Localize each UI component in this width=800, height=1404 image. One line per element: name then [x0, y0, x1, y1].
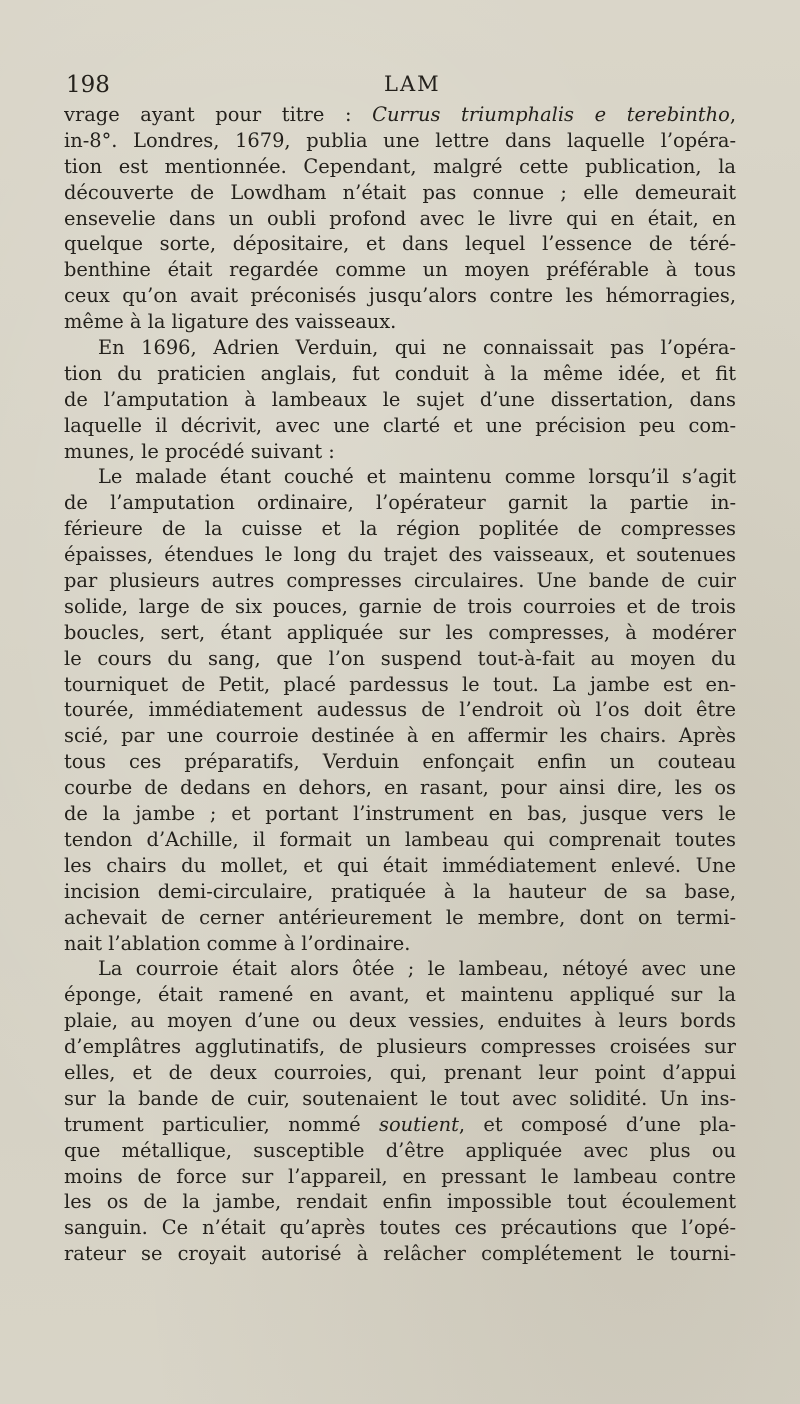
- text-line: trument particulier, nommé soutient, et composé d’une pla-: [64, 1112, 736, 1136]
- text-line: scié, par une courroie destinée à en affermir les chairs. Après: [64, 724, 736, 748]
- text-line: tion du praticien anglais, fut conduit à la même idée, et fit: [64, 361, 736, 385]
- text-line: tous ces préparatifs, Verduin enfonçait enfin un couteau: [64, 750, 736, 774]
- page-number: 198: [66, 72, 110, 98]
- text-line: La courroie était alors ôtée ; le lambeau, nétoyé avec une: [98, 957, 736, 981]
- text-line: elles, et de deux courroies, qui, prenant leur point d’appui: [64, 1060, 736, 1084]
- text-line: laquelle il décrivit, avec une clarté et une précision peu com-: [64, 413, 736, 437]
- text-line: vrage ayant pour titre : Currus triumphalis e terebintho,: [64, 103, 736, 126]
- text-line: boucles, sert, étant appliquée sur les compresses, à modérer: [64, 620, 736, 644]
- text-line: moins de force sur l’appareil, en pressant le lambeau contre: [64, 1164, 736, 1188]
- text-line: même à la ligature des vaisseaux.: [64, 310, 397, 334]
- text-line: En 1696, Adrien Verduin, qui ne connaissait pas l’opéra-: [98, 336, 736, 360]
- page-header: [66, 72, 736, 100]
- italic-term: soutient: [379, 1112, 459, 1136]
- text-line: tourée, immédiatement audessus de l’endroit où l’os doit être: [64, 698, 736, 722]
- text-line: sanguin. Ce n’était qu’après toutes ces précautions que l’opé-: [64, 1216, 736, 1240]
- text-line: de l’amputation ordinaire, l’opérateur garnit la partie in-: [64, 491, 736, 515]
- text-line: éponge, était ramené en avant, et maintenu appliqué sur la: [64, 983, 736, 1007]
- text-line: épaisses, étendues le long du trajet des vaisseaux, et soutenues: [64, 543, 736, 567]
- text-line: rateur se croyait autorisé à relâcher complétement le tourni-: [64, 1242, 736, 1266]
- text-line: de la jambe ; et portant l’instrument en bas, jusque vers le: [64, 802, 736, 826]
- text-line: sur la bande de cuir, soutenaient le tout avec solidité. Un ins-: [64, 1086, 736, 1110]
- text-line: d’emplâtres agglutinatifs, de plusieurs compresses croisées sur: [64, 1035, 736, 1059]
- text-line: solide, large de six pouces, garnie de trois courroies et de trois: [64, 594, 736, 618]
- body-text: [64, 102, 736, 1267]
- text-line: courbe de dedans en dehors, en rasant, pour ainsi dire, les os: [64, 776, 736, 800]
- text-line: les chairs du mollet, et qui était immédiatement enlevé. Une: [64, 853, 736, 877]
- text-line: le cours du sang, que l’on suspend tout-à-fait au moyen du: [64, 646, 736, 670]
- text-line: plaie, au moyen d’une ou deux vessies, enduites à leurs bords: [64, 1009, 736, 1033]
- text-line: que métallique, susceptible d’être appliquée avec plus ou: [64, 1138, 736, 1162]
- text-line: quelque sorte, dépositaire, et dans lequel l’essence de téré-: [64, 232, 736, 256]
- text-line: Le malade étant couché et maintenu comme lorsqu’il s’agit: [98, 465, 736, 489]
- text-line: les os de la jambe, rendait enfin impossible tout écoulement: [64, 1190, 736, 1214]
- text-line: tendon d’Achille, il formait un lambeau qui comprenait toutes: [64, 827, 736, 851]
- text-line: de l’amputation à lambeaux le sujet d’une dissertation, dans: [64, 387, 736, 411]
- text-line: munes, le procédé suivant :: [64, 439, 335, 463]
- text-line: par plusieurs autres compresses circulaires. Une bande de cuir: [64, 569, 736, 593]
- running-head: LAM: [384, 72, 441, 96]
- text-line: benthine était regardée comme un moyen préférable à tous: [64, 258, 736, 282]
- text-line: in-8°. Londres, 1679, publia une lettre dans laquelle l’opéra-: [64, 128, 736, 152]
- text-line: tourniquet de Petit, placé pardessus le tout. La jambe est en-: [64, 672, 736, 696]
- text-line: achevait de cerner antérieurement le membre, dont on termi-: [64, 905, 736, 929]
- text-line: ensevelie dans un oubli profond avec le livre qui en était, en: [64, 206, 736, 230]
- text-line: découverte de Lowdham n’était pas connue ; elle demeurait: [64, 180, 736, 204]
- text-line: férieure de la cuisse et la région poplitée de compresses: [64, 517, 736, 541]
- text-line: nait l’ablation comme à l’ordinaire.: [64, 931, 411, 955]
- text-line: ceux qu’on avait préconisés jusqu’alors contre les hémorragies,: [64, 284, 736, 308]
- text-line: incision demi-circulaire, pratiquée à la hauteur de sa base,: [64, 879, 736, 903]
- text-line: tion est mentionnée. Cependant, malgré cette publication, la: [64, 154, 736, 178]
- italic-term: Currus triumphalis e terebintho: [372, 103, 730, 126]
